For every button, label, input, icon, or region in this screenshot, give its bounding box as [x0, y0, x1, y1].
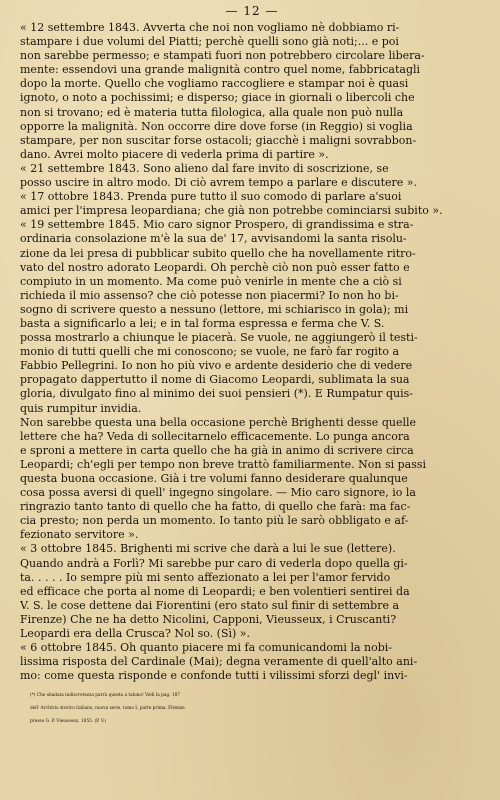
text-line: posso uscire in altro modo. Di ciò avrem tempo a parlare e discutere ». [20, 176, 417, 190]
text-line: monio di tutti quelli che mi conoscono; se vuole, ne farò far rogito a [20, 345, 400, 359]
text-line: Firenze) Che ne ha detto Nicolini, Capponi, Vieusseux, i Cruscanti? [20, 612, 397, 626]
text-line: V. S. le cose dettene dai Fiorentini (ero stato sul finir di settembre a [20, 598, 400, 612]
text-line: Non sarebbe questa una bella occasione perchè Brighenti desse quelle [20, 415, 416, 429]
text-line: cia presto; non perda un momento. Io tanto più le sarò obbligato e af- [20, 514, 409, 528]
text-line: lettere che ha? Veda di sollecitarnelo efficacemente. Lo punga ancora [20, 429, 410, 443]
text-line: dano. Avrei molto piacere di vederla prima di partire ». [20, 147, 329, 161]
text-line: mente: essendovi una grande malignità contro quel nome, fabbricatagli [20, 63, 421, 77]
text-line: « 3 ottobre 1845. Brighenti mi scrive che darà a lui le sue (lettere). [20, 542, 396, 556]
text-line: non si trovano; ed è materia tutta filologica, alla quale non può nulla [20, 105, 404, 119]
text-line: ignoto, o noto a pochissimi; e disperso; giace in giornali o libercoli che [20, 91, 415, 105]
text-line: non sarebbe permesso; e stampati fuori non potrebbero circolare libera- [20, 49, 425, 63]
paragraph-p2 [20, 162, 484, 190]
footnote-line: presso G. P. Vieusseux, 1855. (P. V.) [30, 719, 107, 725]
text-line: ringrazio tanto tanto di quello che ha fatto, di quello che farà: ma fac- [20, 500, 411, 514]
page-number: — 12 — [225, 4, 279, 18]
text-line: amici per l'impresa leopardiana; che già non potrebbe cominciarsi subito ». [20, 204, 443, 218]
text-line: quis rumpitur invidia. [20, 401, 142, 415]
paragraph-p3 [20, 190, 484, 218]
text-line: ta. . . . . Io sempre più mi sento affezionato a lei per l'amor fervido [20, 570, 391, 584]
text-line: mo: come questa risponde e confonde tutti i vilissimi sforzi degl' invi- [20, 669, 408, 683]
text-line: Leopardi era della Crusca? Nol so. (Sì) ». [20, 627, 251, 641]
text-line: fezionato servitore ». [20, 528, 139, 542]
text-line: questa buona occasione. Già i tre volumi fanno desiderare qualunque [20, 472, 408, 485]
text-line: stampare, per non suscitar forse ostacoli; giacchè i maligni sovrabbon- [20, 133, 417, 147]
paragraph-p4 [20, 218, 484, 415]
text-line: richieda il mio assenso? che ciò potesse non piacermi? Io non ho bi- [20, 288, 399, 302]
paragraph-p6 [20, 542, 484, 641]
text-line: « 21 settembre 1843. Sono alieno dal fare invito di soscrizione, se [20, 161, 389, 175]
text-line: stampare i due volumi del Piatti; perchè quelli sono già noti;... e poi [20, 35, 399, 49]
text-line: dopo la morte. Quello che vogliamo raccogliere e stampar noi è quasi [20, 77, 409, 91]
text-line: « 17 ottobre 1843. Prenda pure tutto il suo comodo di parlare a'suoi [20, 190, 402, 204]
text-line: lissima risposta del Cardinale (Mai); degna veramente di quell'alto ani- [20, 655, 418, 669]
paragraph-p1 [20, 21, 484, 162]
text-line: possa mostrarlo a chiunque le piacerà. Se vuole, ne aggiungerò il testi- [20, 331, 418, 345]
text-line: vato del nostro adorato Leopardi. Oh perchè ciò non può esser fatto e [20, 260, 410, 274]
text-line: compiuto in un momento. Ma come può venirle in mente che a ciò si [20, 274, 402, 288]
body-text [20, 21, 484, 683]
footnote-line: (*) Che sbadata indiscretezza parrà questa a taluno! Vedi la pag. 187 [30, 693, 181, 699]
text-line: Fabbio Pellegrini. Io non ho più vivo e ardente desiderio che di vedere [20, 359, 413, 373]
text-line: basta a significarlo a lei; e in tal forma espressa e ferma che V. S. [20, 316, 385, 330]
text-line: « 6 ottobre 1845. Oh quanto piacere mi fa comunicandomi la nobi- [20, 641, 393, 655]
text-line: « 12 settembre 1843. Avverta che noi non vogliamo nè dobbiamo ri- [20, 21, 400, 34]
text-line: cosa possa aversi di quell' ingegno singolare. — Mio caro signore, io la [20, 486, 416, 500]
text-line: propagato dappertutto il nome di Giacomo Leopardi, sublimata la sua [20, 373, 410, 387]
text-line: Quando andrà a Forlì? Mi sarebbe pur caro di vederla dopo quella gi- [20, 556, 408, 570]
text-line: Leopardi; ch'egli per tempo non breve trattò familiarmente. Non si passi [20, 457, 427, 471]
text-line: « 19 settembre 1845. Mio caro signor Prospero, di grandissima e stra- [20, 218, 414, 232]
footnote-line: dell' Archivio storico italiano, nuova serie, tomo I, parte prima. Firenze [30, 706, 185, 712]
text-line: e sproni a mettere in carta quello che ha già in animo di scrivere circa [20, 443, 414, 457]
paragraph-p5 [20, 416, 484, 543]
text-line: ed efficace che porta al nome di Leopardi; e ben volentieri sentirei da [20, 584, 410, 598]
text-line: ordinaria consolazione m'è la sua de' 17, avvisandomi la santa risolu- [20, 232, 407, 246]
footnote [20, 689, 484, 728]
text-line: sogno di scrivere questo a nessuno (lettore, mi schiarisco in gola); mi [20, 302, 409, 316]
text-line: opporre la malignità. Non occorre dire dove forse (in Reggio) si voglia [20, 119, 413, 133]
text-line: gloria, divulgato fino al minimo dei suoi pensieri (*). E Rumpatur quis- [20, 387, 414, 401]
text-line: zione da lei presa di pubblicar subito quello che ha novellamente ritro- [20, 246, 416, 260]
paragraph-p7 [20, 641, 484, 683]
